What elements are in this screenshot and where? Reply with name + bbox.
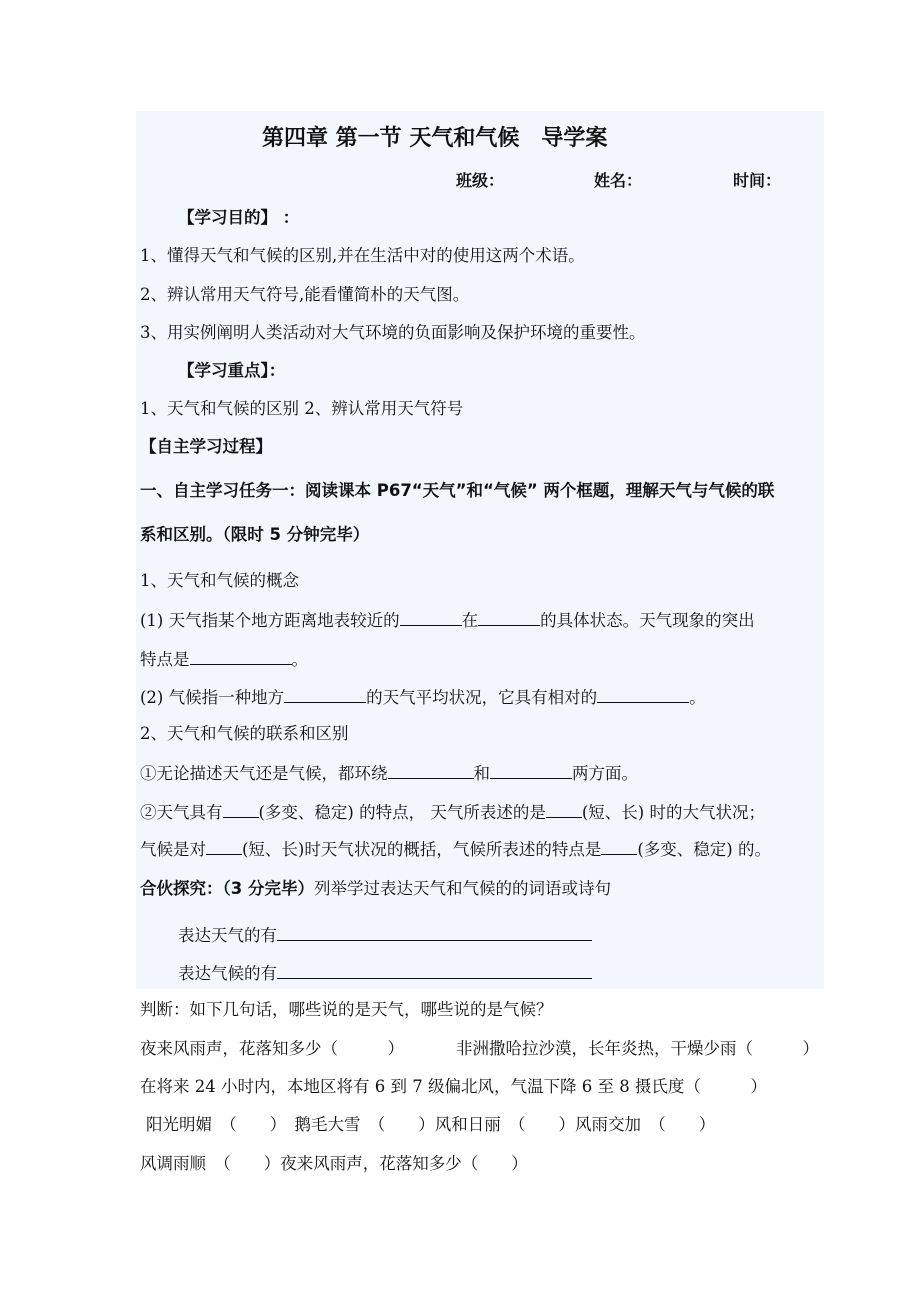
q2-text-c: 。 — [689, 688, 706, 707]
fill-blank[interactable] — [597, 684, 689, 703]
concept-heading: 1、天气和气候的概念 — [140, 571, 299, 590]
answer-blank[interactable] — [277, 960, 592, 979]
focus-text: 1、天气和气候的区别 2、辨认常用天气符号 — [140, 399, 464, 418]
goal-item: 3、用实例阐明人类活动对大气环境的负面影响及保护环境的重要性。 — [140, 323, 646, 342]
judge-item: 非洲撒哈拉沙漠，长年炎热，干燥少雨（ ） — [456, 1039, 819, 1058]
goals-heading: 【学习目的】 ： — [178, 208, 300, 227]
cooperate-text: 列举学过表达天气和气候的的词语或诗句 — [313, 879, 611, 898]
task1-line2: 系和区别。（限时 5 分钟完毕） — [140, 525, 370, 544]
focus-heading: 【学习重点】： — [178, 361, 286, 380]
fill-blank[interactable] — [284, 684, 366, 703]
r2-text-c: (短、长) 时的大气状况； — [581, 803, 765, 822]
relation-r2 — [140, 799, 765, 825]
time-label: 时间： — [733, 171, 782, 190]
q1-text-e: 。 — [291, 650, 308, 669]
fill-blank[interactable] — [190, 646, 292, 665]
fill-blank[interactable] — [206, 836, 242, 855]
q2-text-b: 的天气平均状况，它具有相对的 — [366, 688, 598, 707]
q1-text-d: 特点是 — [140, 650, 190, 669]
fill-blank[interactable] — [478, 607, 540, 626]
judge-item: 风调雨顺 （ ）夜来风雨声，花落知多少（ ） — [140, 1154, 528, 1173]
answer-blank[interactable] — [277, 922, 592, 941]
weather-answer-line — [178, 922, 592, 948]
process-heading: 【自主学习过程】 — [140, 437, 272, 456]
goal-item: 2、辨认常用天气符号,能看懂简朴的天气图。 — [140, 285, 470, 304]
r3-text-a: 气候是对 — [140, 840, 206, 859]
r1-text-a: ①无论描述天气还是气候，都环绕 — [140, 764, 388, 783]
q1-text-a: (1) 天气指某个地方距离地表较近的 — [140, 611, 400, 630]
fill-blank[interactable] — [546, 799, 582, 818]
r1-text-c: 两方面。 — [572, 764, 638, 783]
fill-blank[interactable] — [490, 760, 572, 779]
q2-text-a: (2) 气候指一种地方 — [140, 688, 285, 707]
class-label: 班级： — [456, 171, 505, 190]
concept-q1-cont — [140, 646, 308, 672]
name-label: 姓名： — [594, 171, 643, 190]
judge-item: 阳光明媚 （ ） 鹅毛大雪 （ ）风和日丽 （ ）风雨交加 （ ） — [146, 1115, 716, 1134]
judge-heading: 判断：如下几句话，哪些说的是天气，哪些说的是气候？ — [140, 1000, 553, 1019]
r1-text-b: 和 — [473, 764, 490, 783]
fill-blank[interactable] — [601, 836, 637, 855]
r2-text-a: ②天气具有 — [140, 803, 223, 822]
relation-r3 — [140, 836, 771, 862]
relation-r1 — [140, 760, 638, 786]
r3-text-c: (多变、稳定) 的。 — [637, 840, 771, 859]
q1-text-b: 在 — [461, 611, 479, 630]
concept-q2 — [140, 684, 706, 710]
r3-text-b: (短、长)时天气状况的概括，气候所表述的特点是 — [242, 840, 602, 859]
judge-item: 在将来 24 小时内，本地区将有 6 到 7 级偏北风，气温下降 6 至 8 摄氏度（ ） — [140, 1077, 767, 1096]
weather-label: 表达天气的有 — [178, 926, 277, 945]
q1-text-c: 的具体状态。天气现象的突出 — [540, 611, 755, 630]
climate-label: 表达气候的有 — [178, 964, 277, 983]
fill-blank[interactable] — [400, 607, 462, 626]
r2-text-b: (多变、稳定) 的特点， 天气所表述的是 — [258, 803, 546, 822]
cooperate-line — [140, 877, 611, 901]
concept-q1 — [140, 607, 755, 633]
relation-heading: 2、天气和气候的联系和区别 — [140, 724, 349, 743]
climate-answer-line — [178, 960, 592, 986]
fill-blank[interactable] — [388, 760, 474, 779]
task1-line1: 一、自主学习任务一：阅读课本 P67“天气”和“气候” 两个框题，理解天气与气候的联 — [140, 481, 775, 500]
fill-blank[interactable] — [223, 799, 259, 818]
page-title: 第四章 第一节 天气和气候 导学案 — [262, 126, 608, 151]
judge-item: 夜来风雨声，花落知多少（ ） — [140, 1039, 404, 1058]
cooperate-label: 合伙探究：（3 分完毕） — [140, 879, 314, 898]
goal-item: 1、懂得天气和气候的区别,并在生活中对的使用这两个术语。 — [140, 246, 585, 265]
